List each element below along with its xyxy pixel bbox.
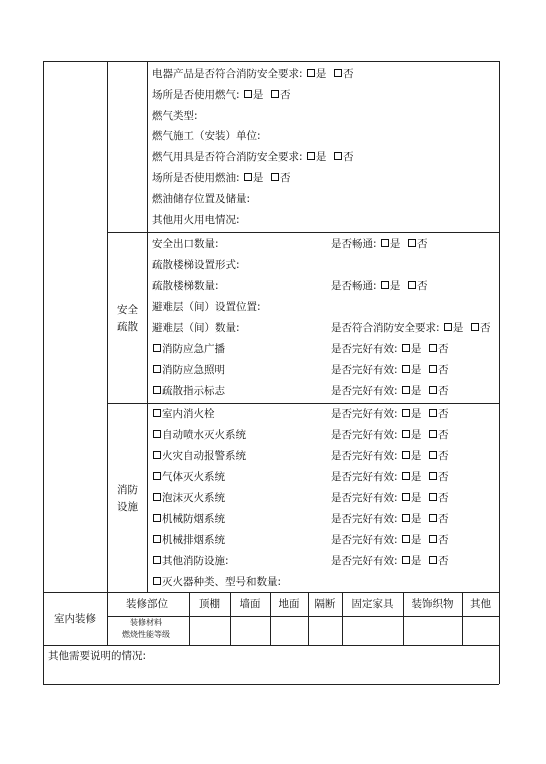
decoration-material-label: 装修材料 [130, 618, 162, 627]
row-label: 安全出口数量: [152, 238, 219, 250]
option-label: 是 [410, 385, 422, 397]
option-label: 是 [410, 343, 422, 355]
fire_facilities-row-left [152, 491, 225, 505]
option-checkbox[interactable] [429, 535, 437, 543]
row-label: 疏散楼梯数量: [152, 280, 219, 292]
row-label: 灭火器种类、型号和数量: [162, 576, 282, 588]
fire_facilities-row-right [331, 554, 449, 568]
item-checkbox[interactable] [153, 344, 161, 352]
item-checkbox[interactable] [153, 535, 161, 543]
fire_facilities-row-right [331, 407, 449, 421]
row-question: 是否畅通: [331, 238, 380, 250]
option-label: 是 [410, 429, 422, 441]
fire_facilities-row-left [152, 512, 225, 526]
fire_facilities-row-left [152, 470, 225, 484]
row-label: 泡沫灭火系统 [162, 492, 225, 504]
option-checkbox[interactable] [402, 451, 410, 459]
evacuation-row-left [152, 321, 240, 335]
option-checkbox[interactable] [408, 281, 416, 289]
option-checkbox[interactable] [444, 323, 452, 331]
option-checkbox[interactable] [429, 472, 437, 480]
option-checkbox[interactable] [307, 152, 315, 160]
option-label: 否 [480, 322, 491, 334]
row-label: 燃油储存位置及储量: [152, 192, 251, 205]
divider-col1 [107, 61, 108, 592]
option-checkbox[interactable] [429, 451, 437, 459]
fire_facilities-row-left [152, 407, 215, 421]
option-label: 是 [410, 513, 422, 525]
option-label: 否 [417, 280, 428, 292]
row-label: 疏散指示标志 [162, 385, 225, 397]
row-question: 是否完好有效: [331, 429, 401, 441]
row-question: 是否完好有效: [331, 343, 401, 355]
decoration-column-header: 隔断 [314, 598, 336, 610]
divider-evacuation-top [107, 232, 499, 233]
option-checkbox[interactable] [402, 556, 410, 564]
decoration-column-header: 墙面 [239, 598, 261, 610]
option-checkbox[interactable] [381, 281, 389, 289]
fire_facilities-row-left [152, 428, 246, 442]
row-question: 是否完好有效: [331, 385, 401, 397]
option-label: 是 [410, 492, 422, 504]
option-label: 是 [315, 151, 327, 164]
decoration-rating-label: 燃烧性能等级 [122, 630, 170, 639]
row-label: 场所是否使用燃油: [152, 172, 243, 184]
decoration-column-header: 装饰织物 [411, 598, 454, 610]
option-label: 否 [417, 238, 428, 250]
option-label: 否 [438, 492, 449, 504]
row-label: 自动喷水灭火系统 [162, 429, 246, 441]
evacuation-row-left [152, 342, 225, 356]
row-label: 机械排烟系统 [162, 534, 225, 546]
option-label: 否 [280, 172, 291, 184]
evacuation-row-right [331, 321, 491, 335]
decoration-column-header: 固定家具 [351, 598, 394, 610]
option-label: 否 [438, 364, 449, 376]
option-checkbox[interactable] [402, 514, 410, 522]
divider-decoration-top [43, 592, 499, 593]
option-checkbox[interactable] [402, 535, 410, 543]
option-label: 否 [438, 450, 449, 462]
row-question: 是否完好有效: [331, 450, 401, 462]
row-label: 消防应急广播 [162, 343, 225, 355]
row-label: 燃气用具是否符合消防安全要求: [152, 151, 306, 164]
option-label: 是 [410, 534, 422, 546]
fire_facilities-row-right [331, 449, 449, 463]
row-question: 是否完好有效: [331, 408, 401, 420]
option-checkbox[interactable] [429, 409, 437, 417]
option-checkbox[interactable] [429, 344, 437, 352]
fire_facilities-row-right [331, 470, 449, 484]
option-checkbox[interactable] [402, 409, 410, 417]
other-notes-label: 其他需要说明的情况: [48, 650, 147, 662]
evacuation-row-right [331, 342, 449, 356]
evacuation-row-right [331, 237, 428, 251]
electric-row [152, 213, 240, 227]
option-checkbox[interactable] [402, 493, 410, 501]
row-label: 机械防烟系统 [162, 513, 225, 525]
evacuation-row-left [152, 258, 240, 272]
option-label: 是 [410, 408, 422, 420]
evacuation-row-right [331, 279, 428, 293]
row-question: 是否完好有效: [331, 471, 401, 483]
option-checkbox[interactable] [402, 365, 410, 373]
row-label: 消防应急照明 [162, 364, 225, 376]
option-checkbox[interactable] [429, 514, 437, 522]
decoration-column-header: 其他 [470, 598, 491, 610]
row-label: 电器产品是否符合消防安全要求: [152, 68, 306, 80]
option-label: 是 [452, 322, 464, 334]
evacuation-row-left [152, 363, 225, 377]
evacuation-label-line2: 疏散 [117, 321, 138, 333]
electric-row [152, 67, 354, 81]
option-checkbox[interactable] [271, 90, 279, 98]
evacuation-row-left [152, 237, 219, 251]
item-checkbox[interactable] [153, 493, 161, 501]
option-label: 是 [410, 555, 422, 567]
item-checkbox[interactable] [153, 514, 161, 522]
row-question: 是否完好有效: [331, 492, 401, 504]
fire_facilities-row-right [331, 428, 449, 442]
facilities-label-line1: 消防 [117, 484, 138, 496]
option-checkbox[interactable] [429, 556, 437, 564]
row-label: 其他用火用电情况: [152, 213, 240, 226]
evacuation-row-right [331, 363, 449, 377]
decoration-column-header: 顶棚 [199, 598, 220, 610]
electric-row [152, 171, 291, 185]
row-label: 场所是否使用燃气: [152, 88, 243, 101]
item-checkbox[interactable] [153, 472, 161, 480]
evacuation-label-line1: 安全 [117, 304, 138, 316]
option-label: 否 [280, 88, 291, 101]
option-label: 否 [438, 513, 449, 525]
electric-row [152, 150, 354, 164]
fire_facilities-row-left [152, 575, 281, 589]
option-label: 否 [343, 68, 354, 80]
electric-row [152, 192, 250, 206]
option-label: 否 [343, 151, 354, 164]
option-checkbox[interactable] [402, 430, 410, 438]
option-checkbox[interactable] [429, 365, 437, 373]
option-checkbox[interactable] [402, 344, 410, 352]
fire_facilities-row-right [331, 491, 449, 505]
row-label: 燃气类型: [152, 109, 198, 122]
option-label: 否 [438, 429, 449, 441]
divider-notes-top [43, 645, 499, 646]
electric-row [152, 129, 261, 143]
option-label: 是 [389, 238, 401, 250]
row-label: 室内消火栓 [162, 408, 215, 420]
option-checkbox[interactable] [402, 472, 410, 480]
option-label: 否 [438, 408, 449, 420]
option-checkbox[interactable] [429, 493, 437, 501]
decoration-label: 室内装修 [54, 613, 96, 625]
option-label: 是 [410, 471, 422, 483]
evacuation-row-left [152, 279, 219, 293]
row-label: 燃气施工（安装）单位: [152, 130, 261, 143]
option-checkbox[interactable] [429, 386, 437, 394]
row-question: 是否完好有效: [331, 513, 401, 525]
divider-decoration-mid [107, 616, 499, 617]
option-checkbox[interactable] [334, 152, 342, 160]
item-checkbox[interactable] [153, 430, 161, 438]
item-checkbox[interactable] [153, 386, 161, 394]
divider-deco-1 [107, 592, 108, 645]
evacuation-row-left [152, 300, 261, 314]
option-checkbox[interactable] [271, 173, 279, 181]
row-label: 避难层（间）设置位置: [152, 301, 261, 313]
option-label: 否 [438, 343, 449, 355]
option-label: 是 [252, 172, 264, 184]
table-border-left [43, 61, 44, 684]
item-checkbox[interactable] [153, 365, 161, 373]
option-label: 是 [315, 68, 327, 80]
row-label: 其他消防设施: [162, 555, 229, 567]
row-label: 火灾自动报警系统 [162, 450, 246, 462]
item-checkbox[interactable] [153, 409, 161, 417]
evacuation-row-right [331, 384, 449, 398]
fire_facilities-row-left [152, 533, 225, 547]
table-border-top [43, 61, 499, 62]
fire_facilities-row-left [152, 449, 246, 463]
item-checkbox[interactable] [153, 451, 161, 459]
option-checkbox[interactable] [408, 239, 416, 247]
decoration-part-header: 装修部位 [126, 598, 168, 610]
row-question: 是否符合消防安全要求: [331, 322, 443, 334]
row-label: 避难层（间）数量: [152, 322, 240, 334]
option-checkbox[interactable] [244, 90, 252, 98]
option-checkbox[interactable] [402, 386, 410, 394]
evacuation-row-left [152, 384, 225, 398]
fire_facilities-row-right [331, 533, 449, 547]
option-checkbox[interactable] [381, 239, 389, 247]
option-label: 否 [438, 385, 449, 397]
divider-facilities-top [107, 403, 499, 404]
option-label: 否 [438, 555, 449, 567]
row-question: 是否完好有效: [331, 364, 401, 376]
option-label: 是 [410, 364, 422, 376]
row-label: 气体灭火系统 [162, 471, 225, 483]
row-label: 疏散楼梯设置形式: [152, 259, 240, 271]
table-border-bottom [43, 684, 499, 685]
option-label: 是 [389, 280, 401, 292]
option-label: 是 [252, 88, 264, 101]
row-question: 是否完好有效: [331, 555, 401, 567]
divider-col2 [147, 61, 148, 592]
row-question: 是否完好有效: [331, 534, 401, 546]
option-label: 是 [410, 450, 422, 462]
electric-row [152, 88, 291, 102]
table-border-right [499, 61, 500, 684]
option-checkbox[interactable] [334, 69, 342, 77]
option-label: 否 [438, 471, 449, 483]
fire_facilities-row-right [331, 512, 449, 526]
option-checkbox[interactable] [471, 323, 479, 331]
item-checkbox[interactable] [153, 556, 161, 564]
decoration-column-header: 地面 [278, 598, 300, 610]
option-label: 否 [438, 534, 449, 546]
facilities-label-line2: 设施 [117, 501, 138, 513]
row-question: 是否畅通: [331, 280, 380, 292]
option-checkbox[interactable] [307, 69, 315, 77]
option-checkbox[interactable] [429, 430, 437, 438]
item-checkbox[interactable] [153, 577, 161, 585]
option-checkbox[interactable] [244, 173, 252, 181]
fire_facilities-row-left [152, 554, 229, 568]
electric-row [152, 109, 198, 123]
